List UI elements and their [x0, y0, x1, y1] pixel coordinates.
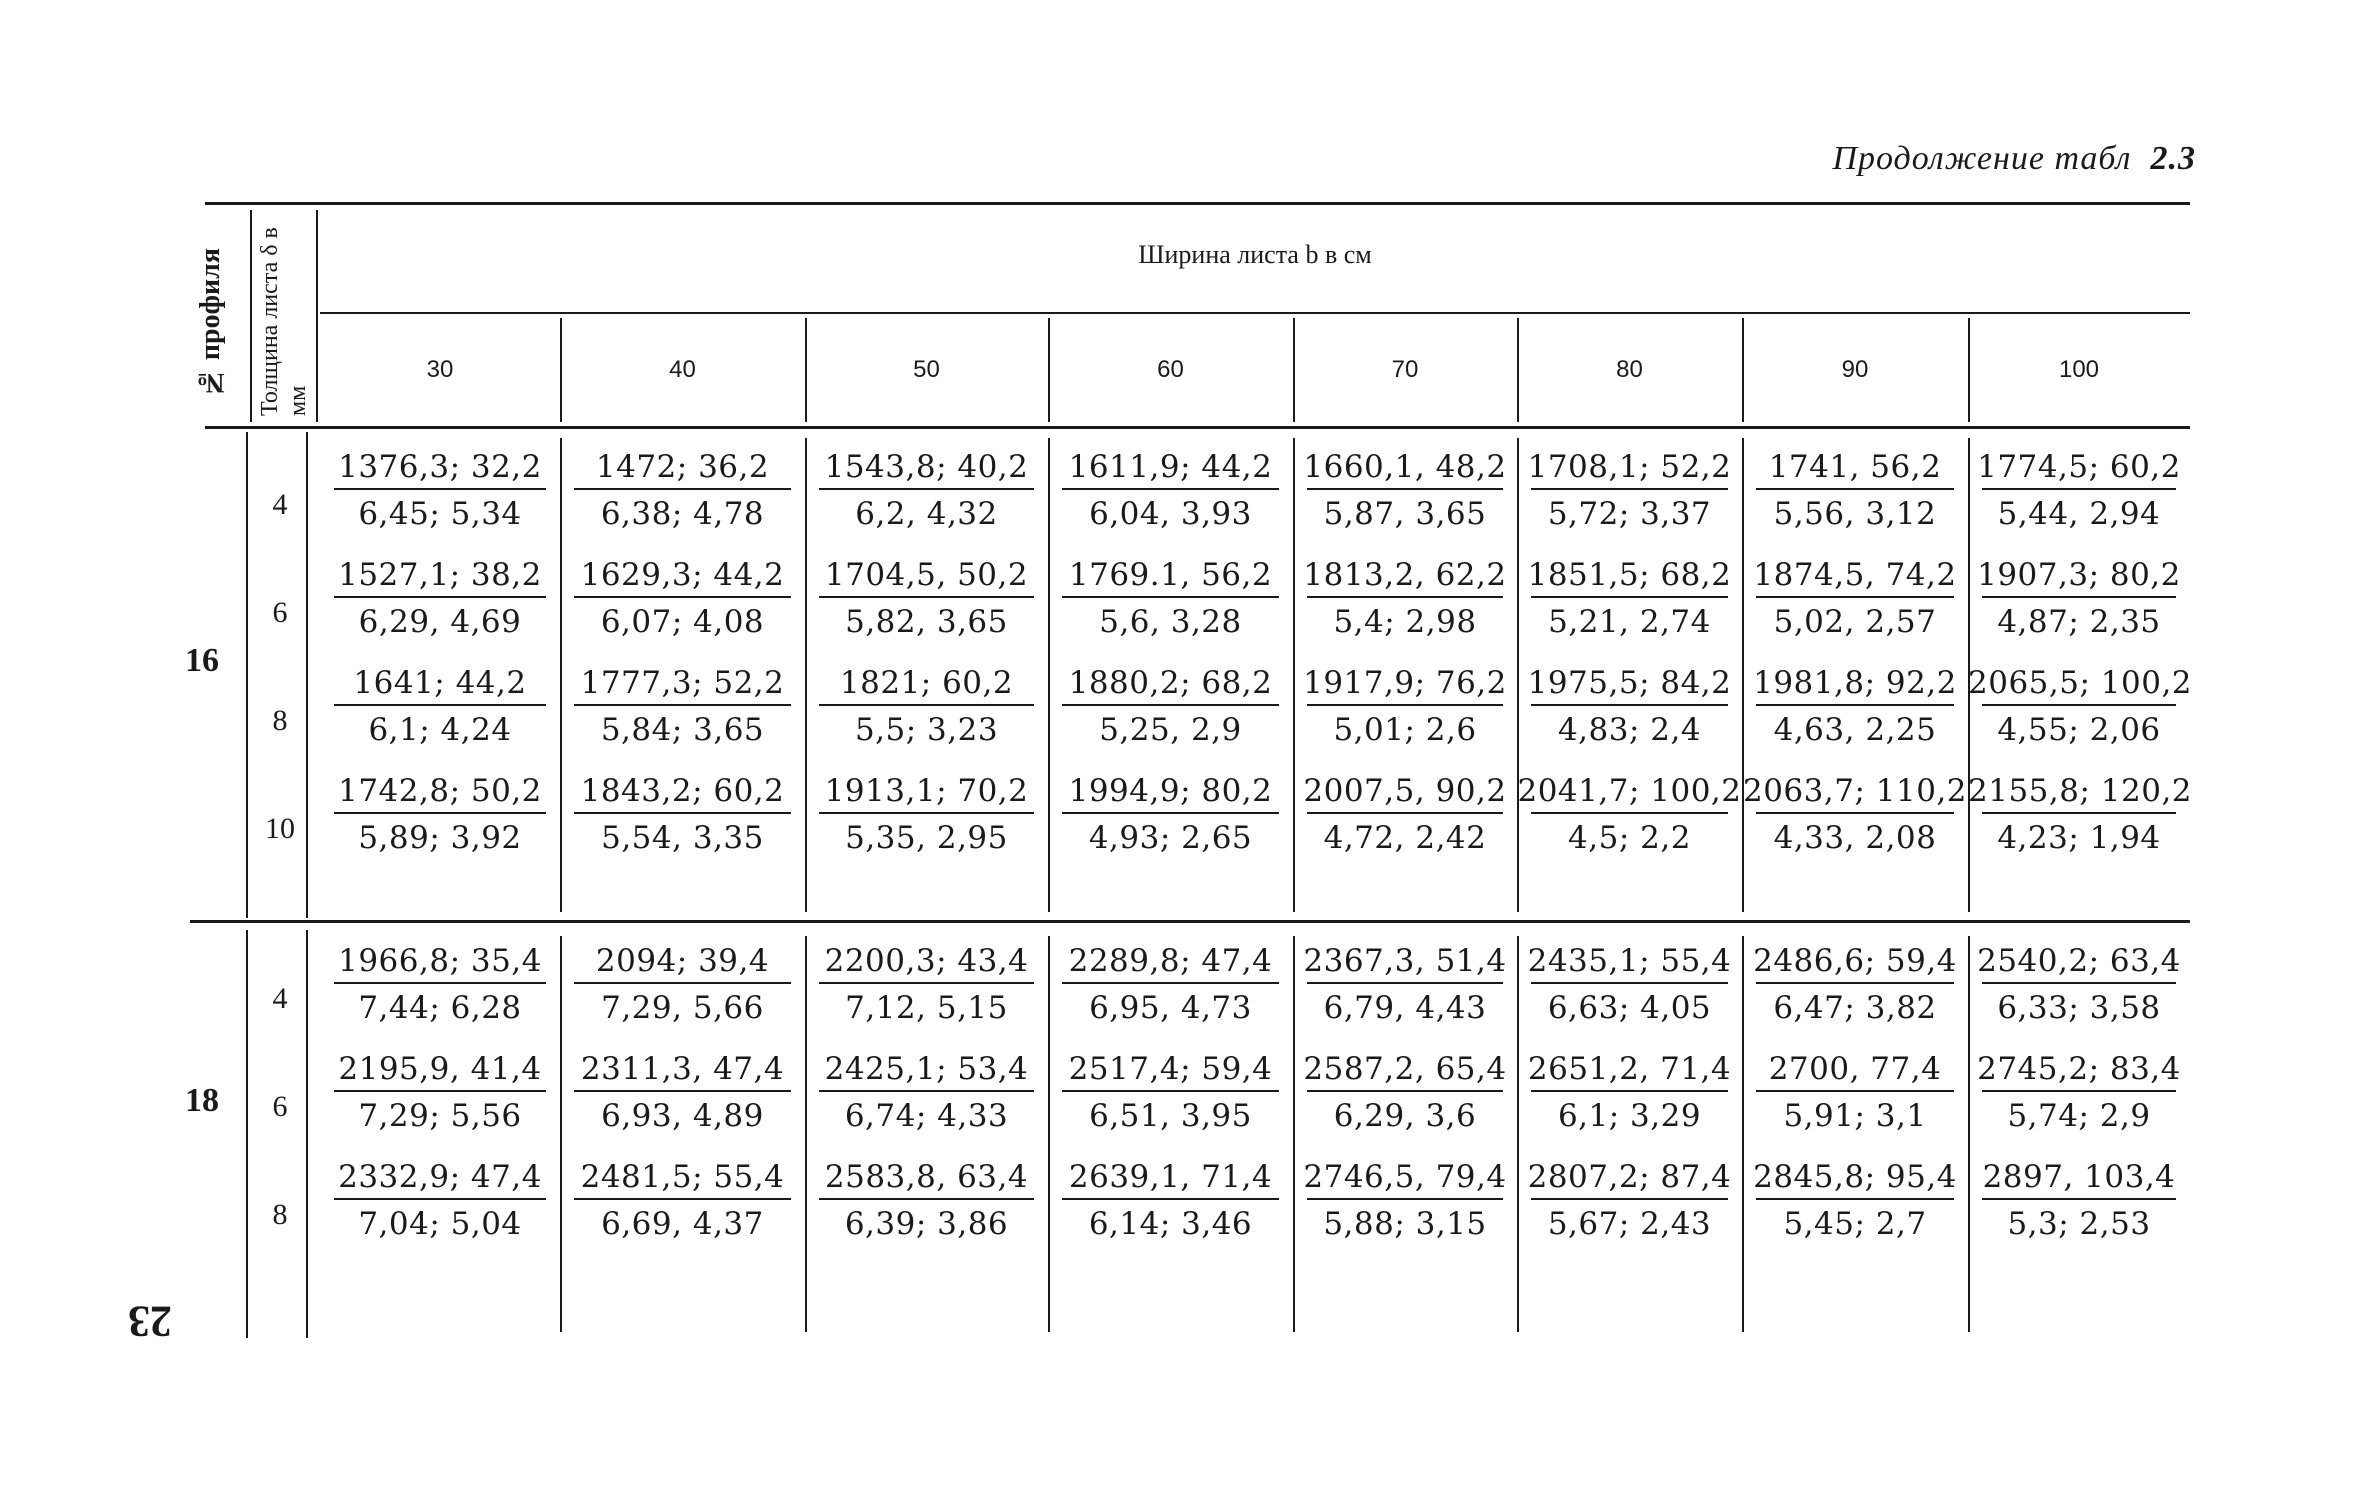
cell-numerator: 2041,7; 100,2: [1517, 773, 1742, 809]
value-cell: [1968, 1048, 2190, 1134]
cell-numerator: 2540,2; 63,4: [1977, 943, 2181, 979]
cell-denominator: 5,5; 3,23: [854, 712, 999, 748]
cell-numerator: 1742,8; 50,2: [338, 773, 542, 809]
cell-denominator: 7,29; 5,56: [358, 1098, 522, 1134]
value-cell: [1742, 662, 1968, 748]
cell-denominator: 6,38; 4,78: [600, 496, 765, 532]
cell-numerator: 1917,9; 76,2: [1303, 665, 1507, 701]
cell-numerator: 1874,5, 74,2: [1753, 557, 1957, 593]
value-cell: [320, 662, 560, 748]
cell-numerator: 1741, 56,2: [1768, 449, 1942, 485]
cell-denominator: 5,01; 2,6: [1333, 712, 1477, 748]
top-rule: [205, 202, 2190, 205]
cell-numerator: 2332,9; 47,4: [338, 1159, 542, 1195]
cell-denominator: 6,1; 4,24: [368, 712, 512, 748]
value-cell: [1742, 446, 1968, 532]
page-number: 23: [128, 1297, 172, 1346]
value-cell: [560, 554, 805, 640]
cell-numerator: 1376,3; 32,2: [338, 449, 542, 485]
cell-numerator: 2700, 77,4: [1768, 1051, 1942, 1087]
cell-numerator: 2063,7; 110,2: [1742, 773, 1967, 809]
profile-number: 18: [185, 1082, 219, 1119]
cell-denominator: 6,74; 4,33: [844, 1098, 1009, 1134]
cell-denominator: 5,44, 2,94: [1997, 496, 2161, 532]
cell-numerator: 2425,1; 53,4: [824, 1051, 1029, 1087]
value-cell: [320, 770, 560, 856]
cell-denominator: 4,87; 2,35: [1997, 604, 2161, 640]
cell-denominator: 4,83; 2,4: [1557, 712, 1702, 748]
value-cell: [1293, 1156, 1517, 1242]
value-cell: [560, 940, 805, 1026]
cell-denominator: 6,63; 4,05: [1547, 990, 1712, 1026]
cell-denominator: 5,54, 3,35: [601, 820, 764, 856]
cell-numerator: 2746,5, 79,4: [1303, 1159, 1507, 1195]
cell-numerator: 2435,1; 55,4: [1527, 943, 1732, 979]
value-cell: [1293, 1048, 1517, 1134]
cell-numerator: 1880,2; 68,2: [1068, 665, 1273, 701]
cell-denominator: 6,45; 5,34: [358, 496, 522, 532]
thickness-value: 6: [272, 596, 288, 629]
width-column-header: 60: [1157, 356, 1184, 383]
value-cell: [1048, 940, 1293, 1026]
value-cell: [1517, 554, 1742, 640]
cell-denominator: 6,79, 4,43: [1323, 990, 1487, 1026]
cell-denominator: 4,93; 2,65: [1088, 820, 1253, 856]
header-rule: [205, 426, 2190, 429]
cell-denominator: 5,6, 3,28: [1099, 604, 1242, 640]
cell-denominator: 4,5; 2,2: [1568, 820, 1691, 856]
cell-denominator: 6,07; 4,08: [600, 604, 765, 640]
value-cell: [1048, 446, 1293, 532]
cell-numerator: 1994,9; 80,2: [1068, 773, 1273, 809]
cell-denominator: 5,84; 3,65: [600, 712, 765, 748]
cell-denominator: 6,47; 3,82: [1773, 990, 1937, 1026]
thickness-value: 6: [272, 1090, 288, 1123]
cell-denominator: 5,02, 2,57: [1773, 604, 1937, 640]
value-cell: [805, 770, 1048, 856]
cell-numerator: 1769.1, 56,2: [1068, 557, 1273, 593]
cell-denominator: 5,3; 2,53: [2007, 1206, 2151, 1242]
cell-denominator: 6,04, 3,93: [1089, 496, 1252, 532]
cell-numerator: 1813,2, 62,2: [1303, 557, 1507, 593]
cell-denominator: 4,33, 2,08: [1773, 820, 1937, 856]
value-cell: [560, 662, 805, 748]
value-cell: [1293, 940, 1517, 1026]
cell-numerator: 1966,8; 35,4: [338, 943, 542, 979]
cell-numerator: 1527,1; 38,2: [338, 557, 542, 593]
value-cell: [805, 1048, 1048, 1134]
cell-numerator: 2311,3, 47,4: [580, 1051, 785, 1087]
cell-denominator: 6,29, 4,69: [358, 604, 522, 640]
cell-numerator: 2651,2, 71,4: [1527, 1051, 1732, 1087]
cell-denominator: 6,29, 3,6: [1333, 1098, 1477, 1134]
thickness-divider: [306, 930, 308, 1338]
value-cell: [320, 1156, 560, 1242]
cell-numerator: 2807,2; 87,4: [1527, 1159, 1732, 1195]
value-cell: [1517, 770, 1742, 856]
value-cell: [1742, 770, 1968, 856]
thickness-value: 8: [272, 704, 288, 737]
value-cell: [1293, 554, 1517, 640]
cell-denominator: 6,33; 3,58: [1997, 990, 2161, 1026]
value-cell: [1968, 940, 2190, 1026]
cell-denominator: 5,21, 2,74: [1548, 604, 1711, 640]
cell-denominator: 6,69, 4,37: [601, 1206, 764, 1242]
cell-numerator: 2897, 103,4: [1982, 1159, 2176, 1195]
cell-denominator: 5,4; 2,98: [1333, 604, 1477, 640]
value-cell: [1517, 662, 1742, 748]
width-column-header: 40: [669, 356, 696, 383]
cell-numerator: 1843,2; 60,2: [580, 773, 785, 809]
cell-denominator: 5,72; 3,37: [1547, 496, 1712, 532]
value-cell: [560, 446, 805, 532]
value-cell: [805, 940, 1048, 1026]
cell-numerator: 1660,1, 48,2: [1303, 449, 1507, 485]
value-cell: [1742, 1156, 1968, 1242]
cell-denominator: 7,29, 5,66: [601, 990, 764, 1026]
cell-numerator: 2065,5; 100,2: [1968, 665, 2193, 701]
cell-numerator: 2845,8; 95,4: [1753, 1159, 1957, 1195]
profile-divider: [246, 432, 248, 918]
cell-denominator: 5,56, 3,12: [1773, 496, 1937, 532]
cell-denominator: 4,55; 2,06: [1997, 712, 2161, 748]
cell-denominator: 5,74; 2,9: [2007, 1098, 2151, 1134]
value-cell: [1968, 554, 2190, 640]
cell-denominator: 5,91; 3,1: [1783, 1098, 1927, 1134]
value-cell: [1048, 554, 1293, 640]
value-cell: [1742, 940, 1968, 1026]
cell-numerator: 2639,1, 71,4: [1068, 1159, 1273, 1195]
value-cell: [560, 770, 805, 856]
value-cell: [1293, 446, 1517, 532]
cell-denominator: 7,04; 5,04: [358, 1206, 522, 1242]
profile-number: 16: [185, 642, 219, 679]
cell-numerator: 2517,4; 59,4: [1068, 1051, 1273, 1087]
value-cell: [1742, 1048, 1968, 1134]
cell-numerator: 2155,8; 120,2: [1968, 773, 2193, 809]
cell-denominator: 5,25, 2,9: [1099, 712, 1242, 748]
value-cell: [320, 554, 560, 640]
value-cell: [805, 662, 1048, 748]
cell-numerator: 1641; 44,2: [353, 665, 527, 701]
cell-numerator: 2587,2, 65,4: [1303, 1051, 1507, 1087]
width-column-header: 50: [913, 356, 940, 383]
header-divider-profile: [250, 210, 252, 422]
cell-denominator: 4,63, 2,25: [1773, 712, 1937, 748]
cell-denominator: 5,88; 3,15: [1323, 1206, 1487, 1242]
width-column-header: 100: [2058, 356, 2100, 383]
cell-numerator: 2583,8, 63,4: [824, 1159, 1029, 1195]
width-group-header: Ширина листа b в см: [1138, 240, 1372, 269]
cell-numerator: 1472; 36,2: [595, 449, 770, 485]
value-cell: [1517, 1156, 1742, 1242]
cell-numerator: 1907,3; 80,2: [1977, 557, 2181, 593]
value-cell: [1048, 770, 1293, 856]
cell-denominator: 6,14; 3,46: [1088, 1206, 1253, 1242]
cell-denominator: 5,45; 2,7: [1783, 1206, 1927, 1242]
value-cell: [805, 1156, 1048, 1242]
thickness-value: 4: [272, 982, 288, 1015]
value-cell: [1517, 1048, 1742, 1134]
value-cell: [1517, 940, 1742, 1026]
cell-denominator: 6,39; 3,86: [844, 1206, 1009, 1242]
cell-numerator: 1708,1; 52,2: [1527, 449, 1732, 485]
cell-numerator: 2094; 39,4: [595, 943, 770, 979]
value-cell: [1048, 1048, 1293, 1134]
cell-numerator: 1611,9; 44,2: [1068, 449, 1273, 485]
width-subrule: [320, 312, 2190, 314]
cell-denominator: 6,51, 3,95: [1089, 1098, 1252, 1134]
cell-denominator: 6,93, 4,89: [601, 1098, 764, 1134]
cell-numerator: 2745,2; 83,4: [1977, 1051, 2181, 1087]
cell-numerator: 2195,9, 41,4: [338, 1051, 542, 1087]
thickness-value: 10: [265, 812, 295, 845]
table-caption: [1832, 140, 2196, 178]
value-cell: [1048, 662, 1293, 748]
cell-denominator: 6,95, 4,73: [1089, 990, 1252, 1026]
cell-denominator: 7,12, 5,15: [845, 990, 1008, 1026]
thickness-divider: [306, 432, 308, 918]
value-cell: [560, 1048, 805, 1134]
cell-denominator: 6,1; 3,29: [1557, 1098, 1702, 1134]
cell-numerator: 2367,3, 51,4: [1303, 943, 1507, 979]
value-cell: [320, 446, 560, 532]
caption-text: Продолжение табл: [1832, 140, 2132, 177]
cell-denominator: 6,2, 4,32: [855, 496, 998, 532]
cell-denominator: 7,44; 6,28: [358, 990, 522, 1026]
value-cell: [805, 446, 1048, 532]
cell-numerator: 1774,5; 60,2: [1977, 449, 2181, 485]
cell-denominator: 5,82, 3,65: [845, 604, 1008, 640]
value-cell: [1968, 446, 2190, 532]
thickness-column-header: Толщина листа δ в мм: [257, 227, 311, 416]
cell-numerator: 2481,5; 55,4: [580, 1159, 785, 1195]
cell-denominator: 5,67; 2,43: [1547, 1206, 1712, 1242]
value-cell: [805, 554, 1048, 640]
cell-numerator: 1913,1; 70,2: [824, 773, 1029, 809]
cell-denominator: 5,35, 2,95: [845, 820, 1008, 856]
value-cell: [1968, 1156, 2190, 1242]
header-divider-thickness: [316, 210, 318, 422]
cell-numerator: 2486,6; 59,4: [1753, 943, 1957, 979]
cell-numerator: 1981,8; 92,2: [1753, 665, 1957, 701]
cell-numerator: 1821; 60,2: [839, 665, 1014, 701]
width-column-header: 70: [1391, 356, 1419, 383]
value-cell: [1968, 662, 2193, 748]
value-cell: [1517, 446, 1742, 532]
thickness-value: 8: [272, 1198, 288, 1231]
width-column-header: 30: [426, 356, 454, 383]
profile-column-header: № профиля: [195, 248, 226, 399]
cell-numerator: 1543,8; 40,2: [824, 449, 1029, 485]
value-cell: [1293, 662, 1517, 748]
cell-numerator: 1629,3; 44,2: [580, 557, 785, 593]
thickness-value: 4: [272, 488, 288, 521]
cell-numerator: 2007,5, 90,2: [1303, 773, 1507, 809]
cell-denominator: 4,72, 2,42: [1323, 820, 1487, 856]
cell-denominator: 5,87, 3,65: [1323, 496, 1487, 532]
width-column-header: 90: [1841, 356, 1869, 383]
cell-numerator: 1975,5; 84,2: [1527, 665, 1732, 701]
value-cell: [1742, 554, 1968, 640]
caption-table-ref: 2.3: [2150, 140, 2196, 177]
cell-numerator: 2200,3; 43,4: [824, 943, 1029, 979]
value-cell: [1048, 1156, 1293, 1242]
cell-numerator: 2289,8; 47,4: [1068, 943, 1273, 979]
value-cell: [1293, 770, 1517, 856]
cell-numerator: 1704,5, 50,2: [824, 557, 1029, 593]
cell-numerator: 1851,5; 68,2: [1527, 557, 1732, 593]
value-cell: [320, 1048, 560, 1134]
cell-denominator: 4,23; 1,94: [1997, 820, 2161, 856]
cell-numerator: 1777,3; 52,2: [580, 665, 785, 701]
cell-denominator: 5,89; 3,92: [358, 820, 522, 856]
profile-divider: [246, 930, 248, 1338]
group-separator-rule: [190, 920, 2190, 923]
width-column-header: 80: [1616, 356, 1643, 383]
value-cell: [560, 1156, 805, 1242]
value-cell: [320, 940, 560, 1026]
value-cell: [1968, 770, 2193, 856]
